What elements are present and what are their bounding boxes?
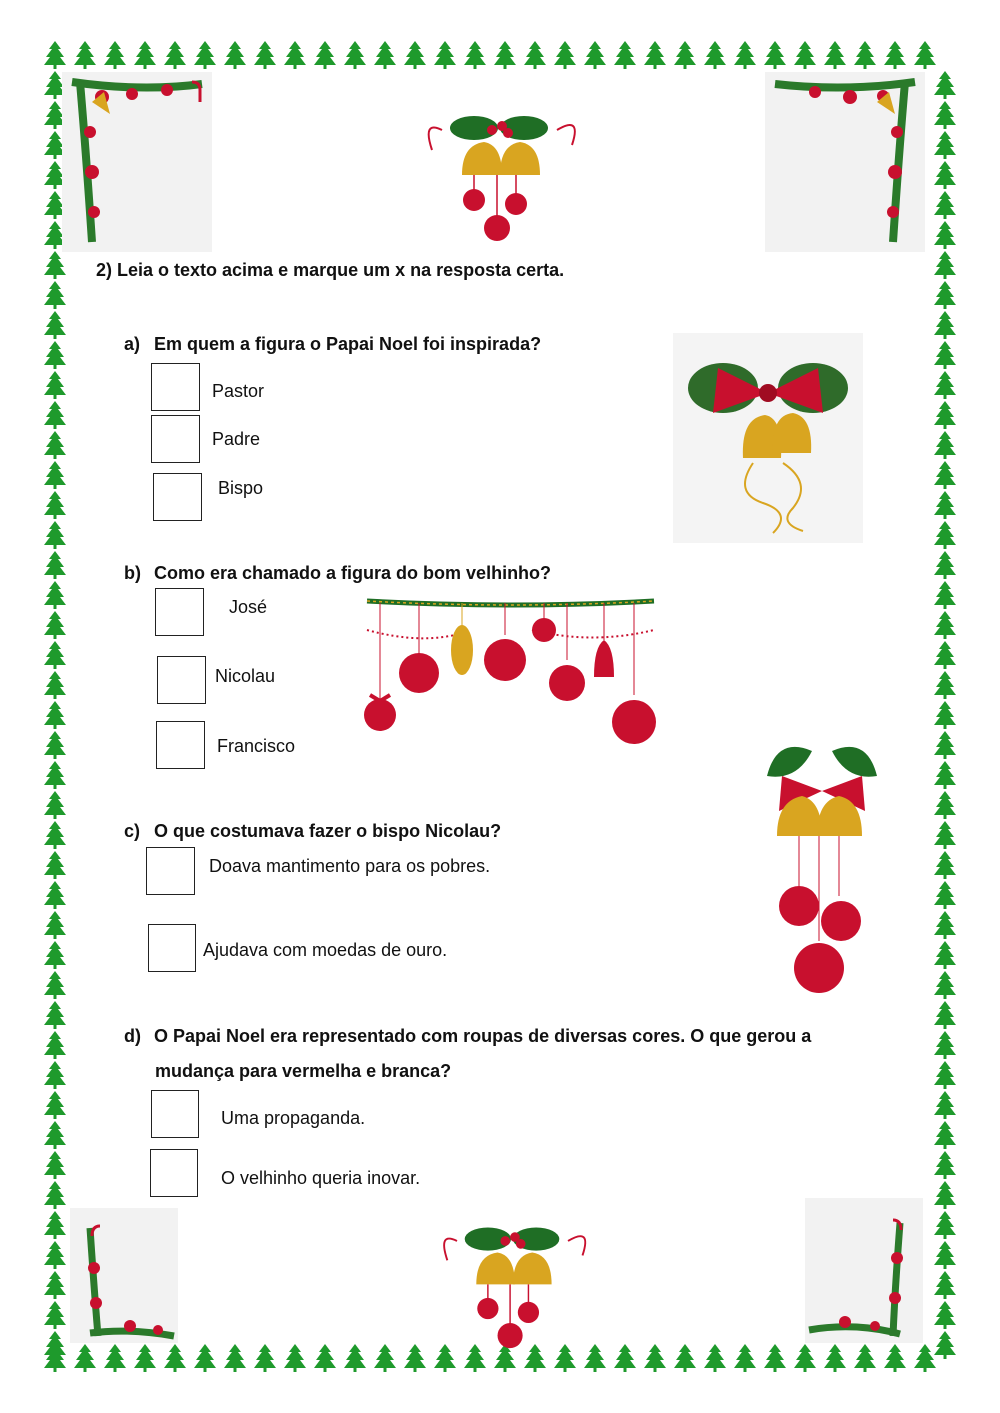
tree-icon [934, 941, 956, 969]
tree-icon [284, 41, 306, 69]
tree-icon [704, 41, 726, 69]
tree-icon [464, 41, 486, 69]
tree-icon [934, 1241, 956, 1269]
question-letter: c) [124, 821, 141, 841]
corner-garland-bottom-left-icon [70, 1208, 178, 1343]
question-letter: d) [124, 1026, 141, 1046]
tree-icon [934, 1091, 956, 1119]
tree-icon [934, 1121, 956, 1149]
tree-icon [554, 41, 576, 69]
tree-icon [764, 41, 786, 69]
question-text: Em quem a figura o Papai Noel foi inspirada? [154, 334, 542, 354]
tree-icon [934, 821, 956, 849]
tree-icon [934, 911, 956, 939]
option-label: Pastor [212, 381, 265, 401]
checkbox-doava-mantimento[interactable] [146, 847, 195, 895]
tree-icon [934, 611, 956, 639]
tree-icon [44, 401, 66, 429]
option-label: Ajudava com moedas de ouro. [203, 940, 448, 960]
checkbox-inovar[interactable] [150, 1149, 198, 1197]
tree-icon [934, 1331, 956, 1359]
tree-icon [44, 341, 66, 369]
option-label: José [229, 597, 268, 617]
tree-icon [44, 1121, 66, 1149]
tree-icon [934, 1001, 956, 1029]
tree-icon [44, 1331, 66, 1359]
tree-icon [314, 41, 336, 69]
option-label: O velhinho queria inovar. [221, 1168, 421, 1188]
tree-icon [194, 1344, 216, 1372]
question-b [124, 563, 551, 584]
tree-icon [44, 821, 66, 849]
question-text-line-2: mudança para vermelha e branca? [155, 1061, 452, 1081]
tree-icon [934, 1301, 956, 1329]
tree-icon [44, 851, 66, 879]
option-label: Padre [212, 429, 261, 449]
tree-icon [934, 491, 956, 519]
tree-icon [934, 221, 956, 249]
checkbox-padre[interactable] [151, 415, 200, 463]
tree-icon [934, 791, 956, 819]
tree-icon [44, 1151, 66, 1179]
tree-icon [934, 1211, 956, 1239]
tree-icon [44, 1181, 66, 1209]
option-label: Bispo [218, 478, 264, 498]
christmas-bells-bottom-icon [425, 1212, 600, 1352]
question-letter: b) [124, 563, 141, 583]
tree-icon [44, 941, 66, 969]
checkbox-jose[interactable] [155, 588, 204, 636]
tree-icon [794, 1344, 816, 1372]
tree-icon [44, 1241, 66, 1269]
tree-icon [854, 41, 876, 69]
tree-icon [374, 41, 396, 69]
tree-icon [224, 41, 246, 69]
tree-icon [934, 581, 956, 609]
tree-icon [734, 1344, 756, 1372]
tree-icon [164, 1344, 186, 1372]
tree-icon [44, 731, 66, 759]
option-label: Uma propaganda. [221, 1108, 366, 1128]
tree-icon [524, 41, 546, 69]
tree-icon [44, 1091, 66, 1119]
corner-garland-top-left-icon [62, 72, 212, 252]
tree-icon [44, 1211, 66, 1239]
tree-icon [934, 701, 956, 729]
corner-garland-top-right-icon [765, 72, 925, 252]
tree-icon [44, 1031, 66, 1059]
tree-icon [344, 1344, 366, 1372]
tree-icon [44, 701, 66, 729]
tree-icon [44, 41, 66, 69]
tree-icon [884, 1344, 906, 1372]
tree-icon [824, 41, 846, 69]
tree-icon [934, 731, 956, 759]
tree-icon [934, 251, 956, 279]
tree-icon [404, 41, 426, 69]
question-text: Como era chamado a figura do bom velhinho? [154, 563, 552, 583]
question-c [124, 821, 501, 842]
tree-icon [934, 521, 956, 549]
tree-icon [104, 1344, 126, 1372]
checkbox-bispo[interactable] [153, 473, 202, 521]
tree-icon [914, 1344, 936, 1372]
tree-icon [44, 1001, 66, 1029]
tree-icon [734, 41, 756, 69]
tree-icon [934, 671, 956, 699]
tree-icon [824, 1344, 846, 1372]
tree-icon [44, 791, 66, 819]
tree-icon [44, 1271, 66, 1299]
option-label: Doava mantimento para os pobres. [209, 856, 491, 876]
tree-icon [104, 41, 126, 69]
tree-icon [44, 311, 66, 339]
option-label: Nicolau [215, 666, 276, 686]
tree-icon [44, 1061, 66, 1089]
tree-icon [44, 431, 66, 459]
tree-icon [674, 41, 696, 69]
tree-icon [44, 281, 66, 309]
tree-icon [794, 41, 816, 69]
tree-icon [44, 491, 66, 519]
tree-icon [704, 1344, 726, 1372]
tree-icon [934, 431, 956, 459]
tree-icon [934, 461, 956, 489]
checkbox-propaganda[interactable] [151, 1090, 199, 1138]
bells-with-bow-icon [673, 333, 863, 543]
tree-icon [44, 611, 66, 639]
question-a [124, 334, 541, 355]
tree-icon [44, 641, 66, 669]
tree-icon [764, 1344, 786, 1372]
tree-icon [934, 101, 956, 129]
tree-icon [44, 461, 66, 489]
tree-icon [194, 41, 216, 69]
tree-icon [934, 641, 956, 669]
tree-icon [934, 1061, 956, 1089]
tree-icon [494, 41, 516, 69]
hanging-ornaments-icon [362, 595, 659, 750]
tree-icon [44, 881, 66, 909]
tree-icon [934, 1271, 956, 1299]
tree-icon [934, 371, 956, 399]
tree-icon [44, 671, 66, 699]
option-label: Francisco [217, 736, 296, 756]
tree-icon [44, 251, 66, 279]
instruction-heading: 2) Leia o texto acima e marque um x na resposta certa. [96, 260, 565, 280]
tree-icon [934, 881, 956, 909]
tree-icon [44, 551, 66, 579]
question-d [124, 1026, 811, 1047]
tree-icon [164, 41, 186, 69]
tree-icon [44, 1301, 66, 1329]
tree-icon [934, 191, 956, 219]
tree-icon [224, 1344, 246, 1372]
tree-icon [934, 851, 956, 879]
tree-icon [934, 401, 956, 429]
corner-garland-bottom-right-icon [805, 1198, 923, 1343]
tree-icon [934, 161, 956, 189]
tree-icon [934, 281, 956, 309]
checkbox-nicolau[interactable] [157, 656, 206, 704]
tree-icon [934, 1151, 956, 1179]
tree-icon [44, 371, 66, 399]
tree-icon [934, 1181, 956, 1209]
tree-icon [934, 1031, 956, 1059]
tree-icon [74, 41, 96, 69]
tree-icon [854, 1344, 876, 1372]
checkbox-ajudava-moedas[interactable] [148, 924, 196, 972]
tree-icon [44, 521, 66, 549]
tree-icon [934, 131, 956, 159]
tree-icon [934, 71, 956, 99]
tree-icon [254, 41, 276, 69]
question-text: O que costumava fazer o bispo Nicolau? [154, 821, 502, 841]
tree-icon [254, 1344, 276, 1372]
tree-icon [374, 1344, 396, 1372]
tree-icon [134, 1344, 156, 1372]
checkbox-pastor[interactable] [151, 363, 200, 411]
tree-icon [934, 341, 956, 369]
question-letter: a) [124, 334, 141, 354]
tree-icon [134, 41, 156, 69]
tree-icon [74, 1344, 96, 1372]
tree-icon [344, 41, 366, 69]
tree-icon [934, 761, 956, 789]
bells-with-balls-icon [757, 736, 887, 1004]
tree-icon [44, 971, 66, 999]
question-text-line-1: O Papai Noel era representado com roupas de diversas cores. O que gerou a [154, 1026, 812, 1046]
tree-icon [44, 911, 66, 939]
christmas-bells-top-icon [412, 100, 587, 245]
tree-icon [44, 761, 66, 789]
tree-icon [404, 1344, 426, 1372]
tree-icon [434, 41, 456, 69]
tree-icon [884, 41, 906, 69]
tree-icon [314, 1344, 336, 1372]
tree-icon [934, 971, 956, 999]
checkbox-francisco[interactable] [156, 721, 205, 769]
tree-icon [644, 41, 666, 69]
tree-icon [934, 551, 956, 579]
tree-icon [584, 41, 606, 69]
tree-icon [674, 1344, 696, 1372]
tree-icon [614, 1344, 636, 1372]
tree-icon [644, 1344, 666, 1372]
tree-icon [44, 581, 66, 609]
tree-icon [934, 311, 956, 339]
tree-icon [914, 41, 936, 69]
tree-icon [614, 41, 636, 69]
tree-icon [284, 1344, 306, 1372]
